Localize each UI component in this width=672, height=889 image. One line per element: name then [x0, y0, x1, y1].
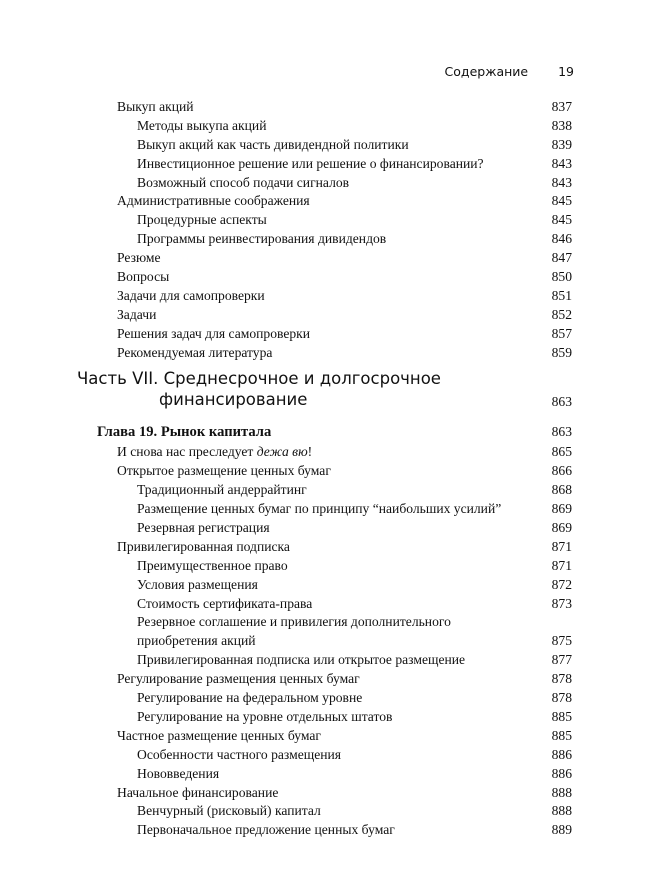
toc-entry-page: 850 — [551, 269, 572, 285]
toc-entry[interactable] — [0, 595, 672, 614]
toc-entry-page: 851 — [551, 287, 572, 303]
toc-entry[interactable] — [0, 462, 672, 481]
toc-entry[interactable] — [0, 344, 672, 363]
toc-entry-page: 869 — [551, 520, 572, 536]
toc-entry[interactable] — [0, 670, 672, 689]
toc-entry[interactable] — [0, 802, 672, 821]
toc-entry-label: Регулирование размещения ценных бумаг — [117, 671, 360, 687]
toc-entry-label: Резюме — [117, 250, 161, 266]
toc-entry-label: Выкуп акций — [117, 99, 194, 114]
page-number: 19 — [558, 64, 574, 79]
toc-entry[interactable] — [0, 155, 672, 174]
toc-entry-label: Задачи для самопроверки — [117, 287, 265, 303]
running-header — [0, 64, 574, 84]
toc-entry-page: 852 — [551, 306, 572, 322]
toc-entry-page: 859 — [551, 344, 572, 360]
toc-entry[interactable] — [0, 746, 672, 765]
running-header-title: Содержание — [444, 64, 529, 79]
toc-entry-label: Регулирование на федеральном уровне — [137, 690, 363, 706]
toc-entry-label: Резервная регистрация — [137, 520, 270, 536]
toc-entry[interactable] — [0, 117, 672, 136]
toc-entry-page: 843 — [551, 174, 572, 190]
toc-entry[interactable] — [0, 576, 672, 595]
toc-entry[interactable] — [0, 481, 672, 500]
toc-entry-label: Привилегированная подписка или открытое размещение — [137, 652, 466, 668]
toc-entry-label: Преимущественное право — [137, 557, 288, 573]
toc-entry-label: Возможный способ подачи сигналов — [137, 174, 350, 190]
toc-entry-label: Открытое размещение ценных бумаг — [117, 463, 331, 479]
toc-entry-page: 865 — [551, 444, 572, 460]
toc-entry-page: 847 — [551, 250, 572, 266]
toc-entry[interactable] — [0, 174, 672, 193]
toc-entry-page: 886 — [551, 765, 572, 781]
toc-entry[interactable] — [0, 538, 672, 557]
toc-entry-label: Привилегированная подписка — [117, 538, 290, 554]
toc-entry-label: Вопросы — [117, 269, 170, 285]
part-heading[interactable] — [0, 368, 672, 418]
toc-entry-label: Инвестиционное решение или решение о финансировании? — [137, 155, 484, 171]
toc-entry[interactable] — [0, 230, 672, 249]
toc-entry[interactable] — [0, 765, 672, 784]
toc-entry-label: Венчурный (рисковый) капитал — [137, 803, 321, 819]
toc-entry-page: 885 — [551, 708, 572, 724]
toc-section-before — [0, 98, 672, 362]
toc-entry-page: 869 — [551, 501, 572, 517]
toc-entry-page: 871 — [551, 538, 572, 554]
toc-entry-label: Выкуп акций как часть дивидендной политики — [137, 136, 409, 152]
toc-entry-page: 875 — [551, 633, 572, 649]
chapter-heading[interactable] — [0, 421, 672, 443]
toc-entry-label: Размещение ценных бумаг по принципу “наибольших усилий” — [137, 501, 502, 517]
toc-entry-page: 868 — [551, 482, 572, 498]
toc-entry-page: 888 — [551, 803, 572, 819]
toc-entry-page: 878 — [551, 671, 572, 687]
toc-entry[interactable] — [0, 136, 672, 155]
toc-entry-label: Особенности частного размещения — [137, 746, 342, 762]
toc-entry-label: Условия размещения — [137, 576, 258, 592]
toc-entry-label: Частное размещение ценных бумаг — [117, 727, 321, 743]
toc-section-after — [0, 462, 672, 840]
toc-entry-page: 886 — [551, 746, 572, 762]
chapter-title: Глава 19. Рынок капитала — [97, 424, 272, 441]
toc-entry-page: 843 — [551, 155, 572, 171]
toc-entry-page: 885 — [551, 727, 572, 743]
toc-entry[interactable] — [0, 500, 672, 519]
toc-entry-label: Методы выкупа акций — [137, 117, 267, 133]
toc-entry-page: 838 — [551, 117, 572, 133]
toc-entry[interactable] — [0, 211, 672, 230]
toc-entry[interactable] — [0, 287, 672, 306]
toc-entry-page: 846 — [551, 231, 572, 247]
toc-entry-label: Задачи — [117, 306, 157, 322]
toc-entry-label: Решения задач для самопроверки — [117, 325, 311, 341]
toc-entry[interactable] — [0, 192, 672, 211]
toc-entry-page: 857 — [551, 325, 572, 341]
toc-entry-page: 873 — [551, 595, 572, 611]
chapter-page-number: 863 — [551, 424, 572, 440]
toc-entry[interactable] — [0, 613, 672, 651]
toc-entry-page: 888 — [551, 784, 572, 800]
toc-entry-label: Начальное финансирование — [117, 784, 279, 800]
toc-entry[interactable] — [0, 306, 672, 325]
toc-entry-label: Процедурные аспекты — [137, 212, 267, 228]
toc-entry-page: 871 — [551, 557, 572, 573]
toc-entry[interactable] — [0, 249, 672, 268]
toc-entry[interactable] — [0, 651, 672, 670]
toc-entry-deja-vu[interactable] — [0, 443, 672, 462]
toc-entry-page: 866 — [551, 463, 572, 479]
part-title-line2: финансирование — [159, 390, 308, 410]
toc-entry[interactable] — [0, 268, 672, 287]
toc-entry-label: Стоимость сертификата-права — [137, 595, 313, 611]
toc-entry-label: Административные соображения — [117, 193, 310, 209]
toc-entry-label: Нововведения — [137, 765, 220, 781]
toc-entry[interactable] — [0, 708, 672, 727]
toc-entry-page: 889 — [551, 822, 572, 838]
toc-entry-label: Резервное соглашение и привилегия дополнительного приобретения акций — [137, 614, 451, 649]
toc-entry[interactable] — [0, 519, 672, 538]
table-of-contents — [0, 98, 672, 840]
toc-entry-page: 877 — [551, 652, 572, 668]
toc-entry-page: 839 — [551, 136, 572, 152]
toc-entry-label: Первоначальное предложение ценных бумаг — [137, 822, 395, 838]
part-title-line1: Часть VII. Среднесрочное и долгосрочное — [77, 369, 441, 389]
toc-entry[interactable] — [0, 689, 672, 708]
toc-entry-page: 837 — [551, 99, 572, 114]
toc-entry-page: 845 — [551, 212, 572, 228]
toc-entry-label: Регулирование на уровне отдельных штатов — [137, 708, 393, 724]
toc-entry[interactable] — [0, 325, 672, 344]
toc-entry[interactable] — [0, 727, 672, 746]
toc-entry-page: 872 — [551, 576, 572, 592]
toc-entry-label: Программы реинвестирования дивидендов — [137, 231, 387, 247]
toc-entry-label: Рекомендуемая литература — [117, 344, 273, 360]
toc-entry[interactable] — [0, 784, 672, 803]
toc-entry[interactable] — [0, 821, 672, 840]
toc-entry-page: 845 — [551, 193, 572, 209]
toc-entry[interactable] — [0, 98, 672, 117]
toc-entry-label: И снова нас преследует дежа вю! — [117, 444, 313, 460]
toc-entry[interactable] — [0, 557, 672, 576]
toc-entry-page: 878 — [551, 690, 572, 706]
toc-entry-label: Традиционный андеррайтинг — [137, 482, 307, 498]
part-page-number: 863 — [551, 394, 572, 410]
